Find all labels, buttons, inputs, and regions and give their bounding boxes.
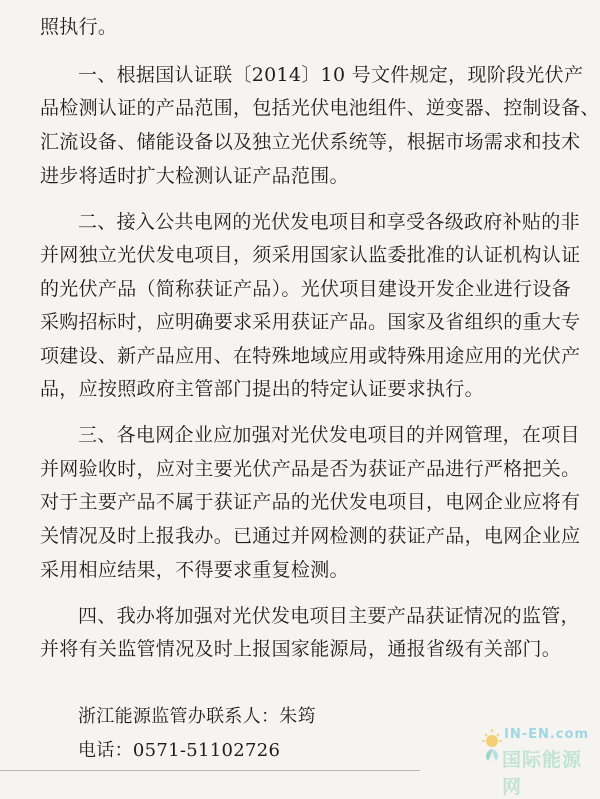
body-line: 二、接入公共电网的光伏发电项目和享受各级政府补贴的非 (78, 211, 580, 233)
body-line: 项建设、新产品应用、在特殊地域应用或特殊用途应用的光伏产 (40, 345, 581, 367)
contact-phone: 电话：0571-51102726 (78, 740, 281, 761)
body-line: 并将有关监管情况及时上报国家能源局，通报省级有关部门。 (40, 638, 562, 660)
body-line: 一、根据国认证联〔2014〕10 号文件规定，现阶段光伏产 (78, 64, 584, 86)
body-line: 的光伏产品（简称获证产品）。光伏项目建设开发企业进行设备 (40, 278, 571, 300)
body-line: 品，应按照政府主管部门提出的特定认证要求执行。 (40, 378, 484, 400)
watermark-text-cn: 国际能源网 (502, 749, 583, 798)
body-line: 采购招标时，应明确要求采用获证产品。国家及省组织的重大专 (40, 311, 581, 333)
body-line: 采用相应结果，不得要求重复检测。 (40, 559, 349, 581)
body-line: 并网验收时，应对主要光伏产品是否为获证产品进行严格把关。 (40, 458, 581, 480)
body-line: 品检测认证的产品范围，包括光伏电池组件、逆变器、控制设备、 (40, 97, 600, 119)
contact-person: 浙江能源监管办联系人：朱筠 (78, 706, 316, 727)
body-line: 并网独立光伏发电项目，须采用国家认监委批准的认证机构认证 (40, 244, 581, 266)
body-line: 进步将适时扩大检测认证产品范围。 (40, 165, 349, 187)
body-line: 对于主要产品不属于获证产品的光伏发电项目，电网企业应将有 (40, 491, 581, 513)
watermark (478, 725, 596, 798)
watermark-text-en: IN-EN.com (504, 727, 589, 742)
body-line: 关情况及时上报我办。已通过并网检测的获证产品，电网企业应 (40, 525, 581, 547)
body-line: 四、我办将加强对光伏发电项目主要产品获证情况的监管， (78, 605, 580, 627)
body-line: 汇流设备、储能设备以及独立光伏系统等，根据市场需求和技术 (40, 131, 581, 153)
page-edge-divider (0, 770, 420, 771)
body-line: 照执行。 (40, 16, 118, 38)
body-line: 三、各电网企业应加强对光伏发电项目的并网管理，在项目 (78, 424, 580, 446)
